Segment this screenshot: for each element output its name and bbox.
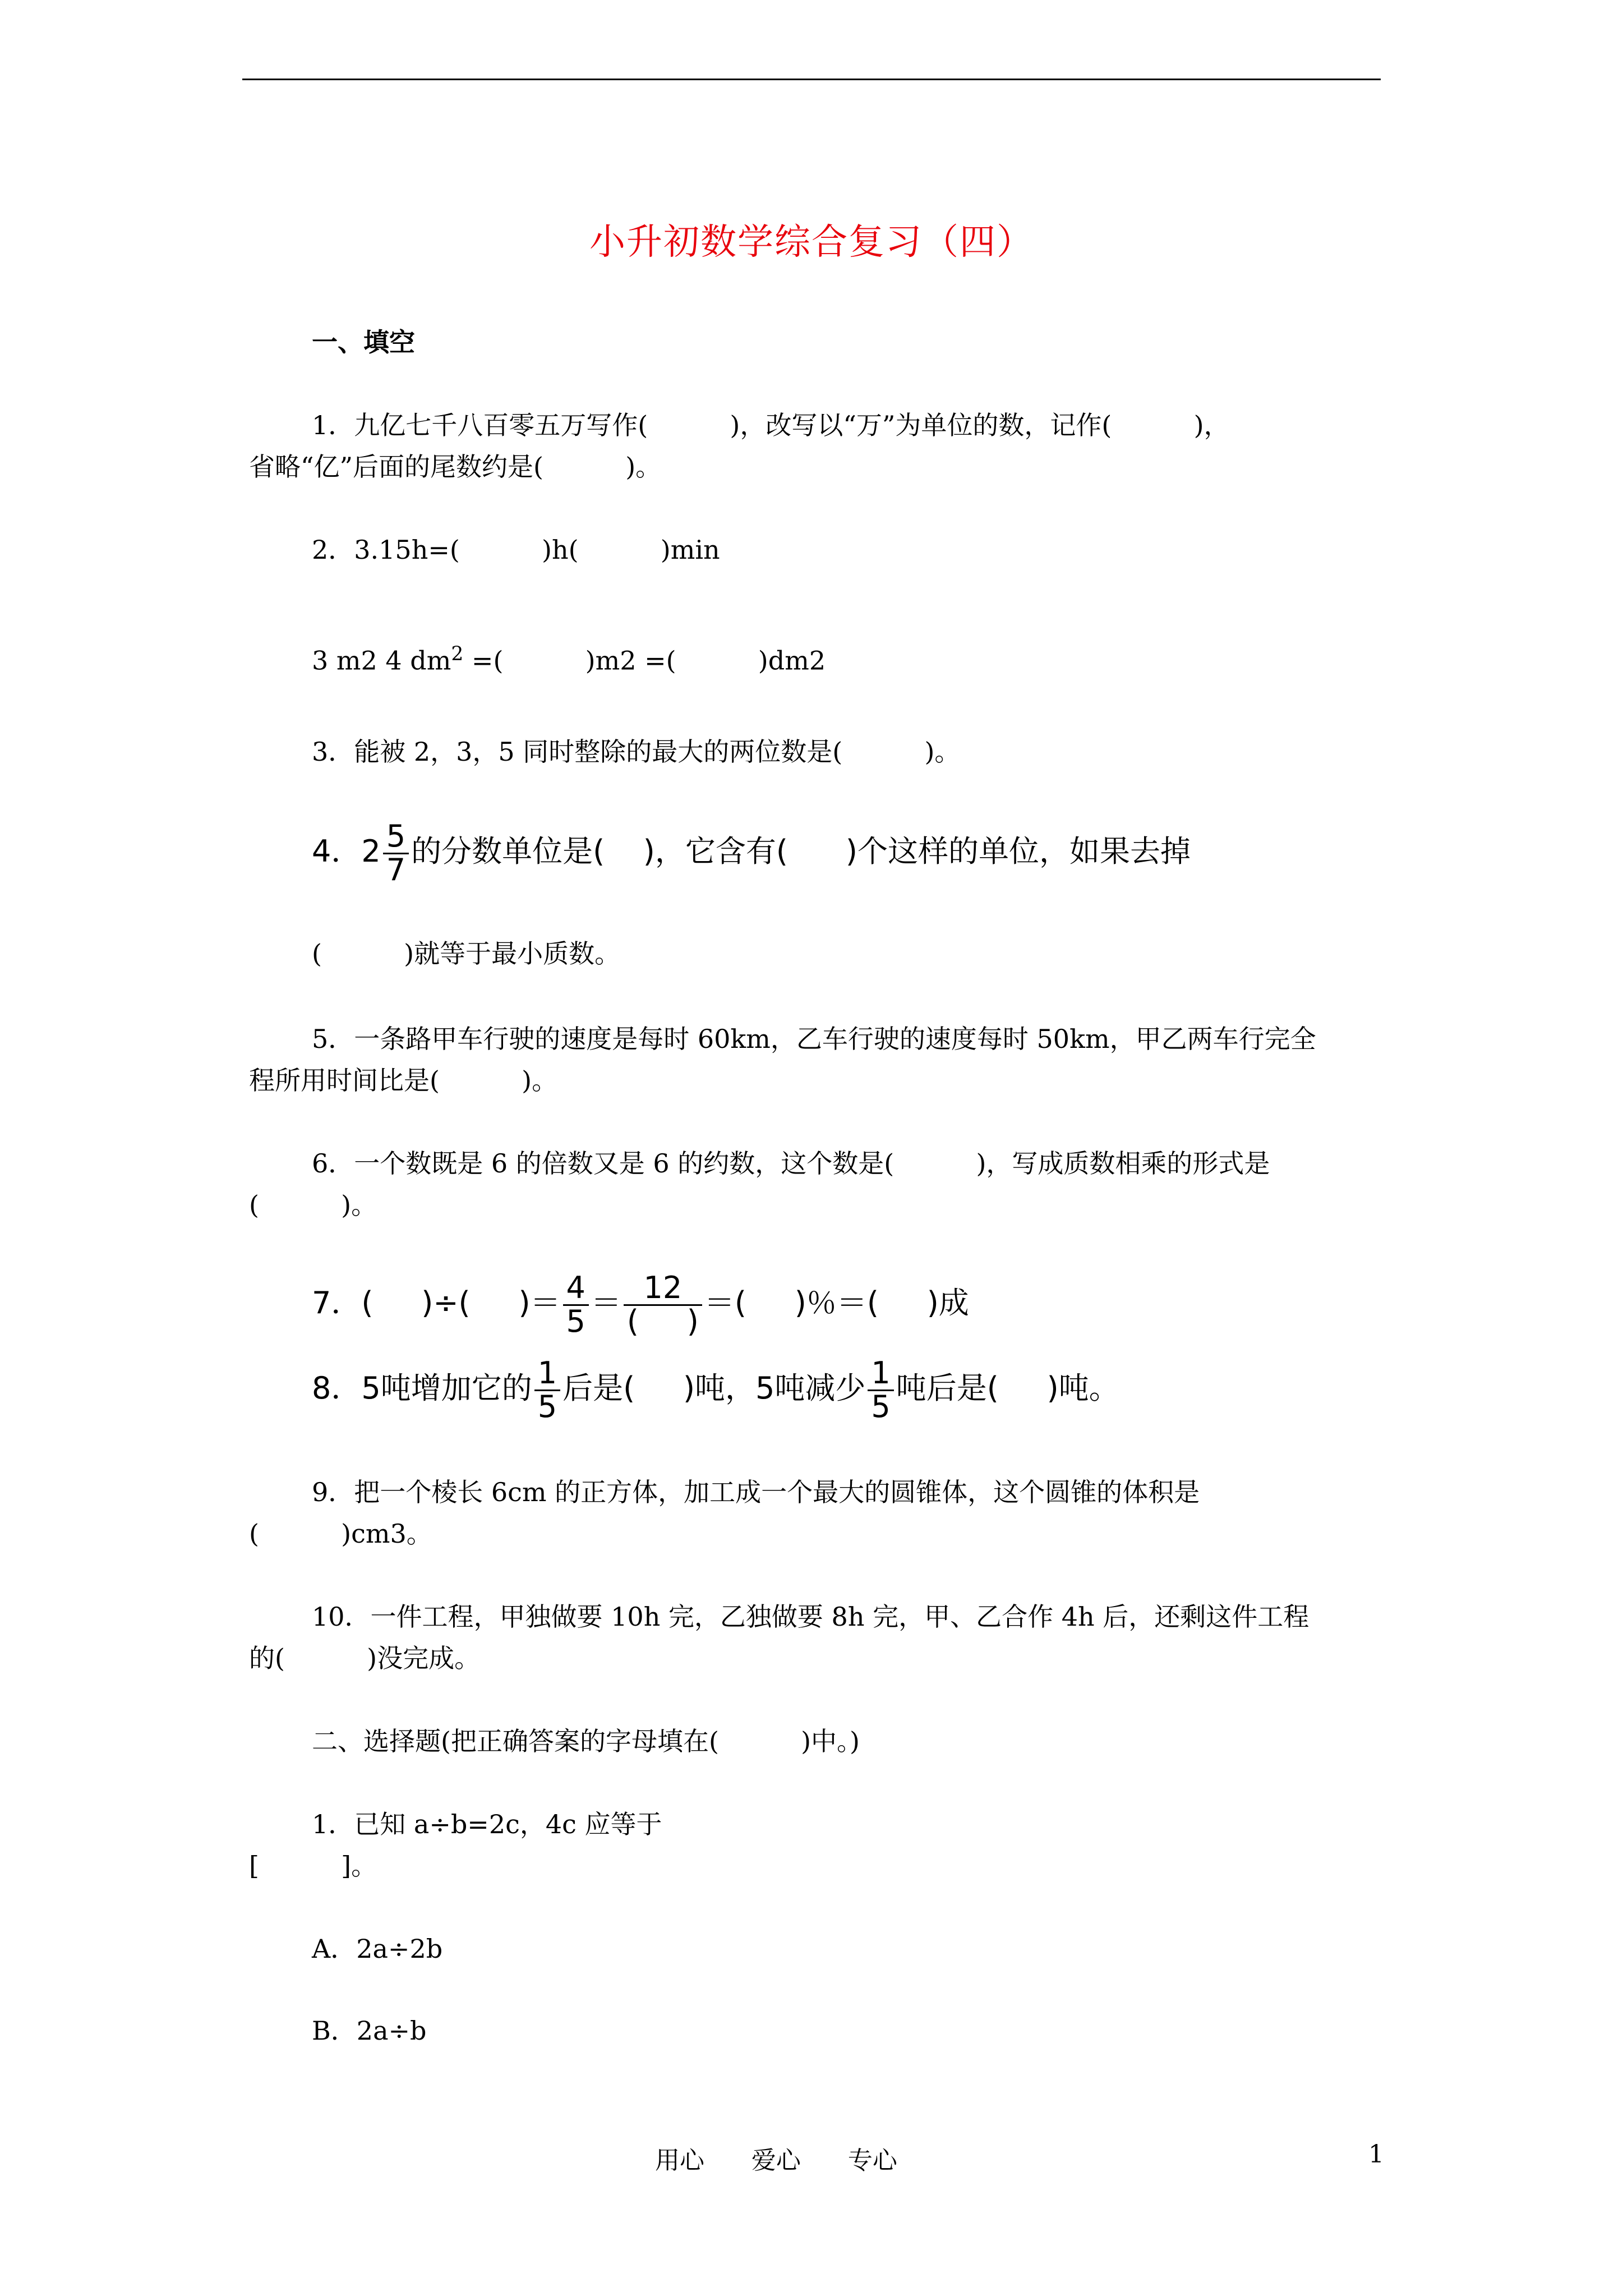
q1-line2: 省略“亿”后面的尾数约是( )。 xyxy=(249,452,662,482)
q9-line1: 9．把一个棱长 6cm 的正方体，加工成一个最大的圆锥体，这个圆锥的体积是 xyxy=(312,1477,1200,1507)
header-rule xyxy=(242,79,1381,80)
q7-fraction-1 xyxy=(563,1272,589,1337)
q4-line1 xyxy=(312,818,1191,886)
c1-line1: 1．已知 a÷b=2c，4c 应等于 xyxy=(312,1809,662,1839)
q8-mid: 后是( )吨，5吨减少 xyxy=(562,1370,866,1406)
q6-line2: ( )。 xyxy=(249,1190,377,1220)
q2-line2 xyxy=(312,632,826,683)
q8-f1-num: 1 xyxy=(534,1358,560,1391)
q2-pre: 3 m2 4 dm xyxy=(312,645,451,676)
option-a: A．2a÷2b xyxy=(312,1934,443,1964)
q10-line2: 的( )没完成。 xyxy=(249,1643,481,1673)
q8-pre: 8．5吨增加它的 xyxy=(312,1370,532,1406)
q8-f2-num: 1 xyxy=(868,1358,893,1391)
q8-post: 吨后是( )吨。 xyxy=(896,1370,1119,1406)
q4-fraction xyxy=(383,818,409,887)
q7-f1-den: 5 xyxy=(566,1303,585,1339)
section-fill-blank: 一、填空 xyxy=(312,327,415,357)
q4-num: 5 xyxy=(383,821,409,854)
q7-f2-num: 12 xyxy=(624,1272,702,1306)
option-b: B．2a÷b xyxy=(312,2016,427,2046)
q7-f2-den: ( ) xyxy=(626,1303,699,1339)
q3: 3．能被 2，3，5 同时整除的最大的两位数是( )。 xyxy=(312,737,961,767)
q8-f1-den: 5 xyxy=(537,1388,557,1424)
q2-sup: 2 xyxy=(451,643,464,665)
q7-fraction-2 xyxy=(624,1272,702,1337)
page-title: 小升初数学综合复习（四） xyxy=(589,222,1034,263)
q4-line2: ( )就等于最小质数。 xyxy=(312,938,621,969)
q2-post: =( )m2 =( )dm2 xyxy=(463,645,826,676)
q7-pre: 7．( )÷( )＝ xyxy=(312,1285,561,1320)
q7-post: ＝( )％＝( )成 xyxy=(704,1285,969,1320)
q4-den: 7 xyxy=(386,852,406,887)
q4-post: 的分数单位是( )，它含有( )个这样的单位，如果去掉 xyxy=(411,834,1191,869)
q8 xyxy=(312,1352,1119,1425)
page-number: 1 xyxy=(1368,2140,1384,2169)
q7 xyxy=(312,1267,969,1340)
q4-pre: 4．2 xyxy=(312,834,381,869)
q9-line2: ( )cm3。 xyxy=(249,1519,432,1549)
q2-line1: 2．3.15h=( )h( )min xyxy=(312,535,720,565)
q8-fraction-2 xyxy=(868,1355,893,1424)
q7-mid: ＝ xyxy=(591,1285,621,1320)
q8-fraction-1 xyxy=(534,1355,560,1424)
q5-line1: 5．一条路甲车行驶的速度是每时 60km，乙车行驶的速度每时 50km，甲乙两车行完全 xyxy=(312,1024,1316,1054)
c1-line2: [ ]。 xyxy=(249,1851,377,1881)
q5-line2: 程所用时间比是( )。 xyxy=(249,1065,558,1096)
q6-line1: 6．一个数既是 6 的倍数又是 6 的约数，这个数是( )，写成质数相乘的形式是 xyxy=(312,1148,1270,1179)
q8-f2-den: 5 xyxy=(871,1388,891,1424)
q1-line1: 1．九亿七千八百零五万写作( )，改写以“万”为单位的数，记作( )， xyxy=(312,410,1230,440)
section-multiple-choice: 二、选择题(把正确答案的字母填在( )中。) xyxy=(312,1726,860,1756)
q7-f1-num: 4 xyxy=(563,1272,589,1306)
q10-line1: 10．一件工程，甲独做要 10h 完，乙独做要 8h 完，甲、乙合作 4h 后，还剩这件工程 xyxy=(312,1602,1310,1632)
footer-motto: 用心 爱心 专心 xyxy=(655,2146,897,2175)
